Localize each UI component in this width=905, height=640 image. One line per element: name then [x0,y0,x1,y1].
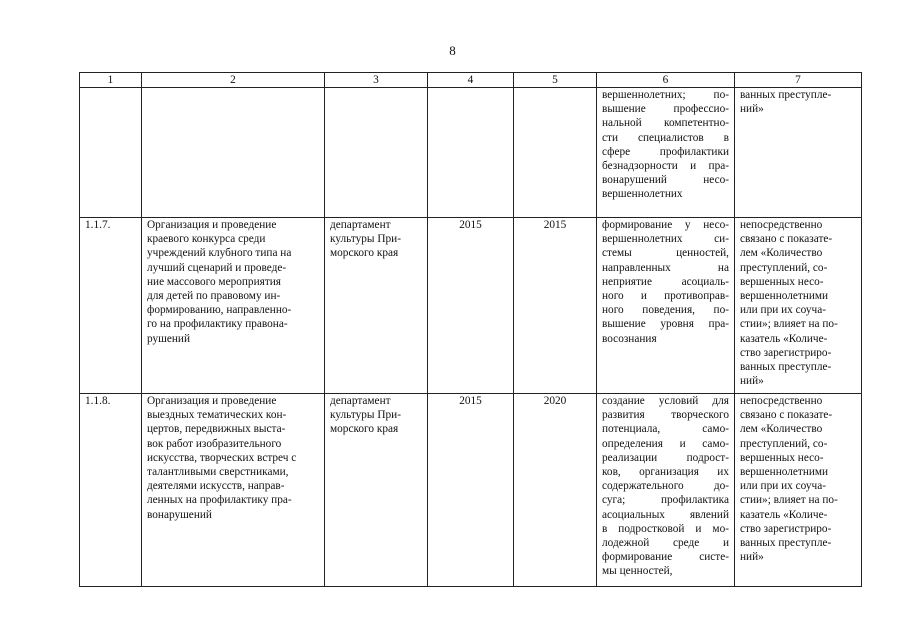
text-line: культуры При- [330,233,401,246]
text-line: ванных преступле- [740,361,832,374]
text-line: ного и противоправ- [602,290,729,303]
text-line: мы ценностей, [602,565,673,578]
text-line: неприятие асоциаль- [602,275,729,288]
text-line: вершеннолетними [740,466,829,479]
column-number: 1 [80,73,142,88]
empty-cell [80,88,142,218]
text-line: безнадзорности и пра- [602,160,729,173]
column-number: 7 [735,73,862,88]
text-line: вонарушений несо- [602,174,729,187]
table-row [80,394,862,587]
empty-cell [514,88,597,218]
measure-number: 1.1.7. [80,218,142,394]
text-line: вышение уровня пра- [602,318,729,331]
end-year: 2015 [514,218,597,394]
text-line: департамент [330,395,391,407]
text-line: для детей по правовому ин- [147,290,281,303]
text-line: асоциальных явлений [602,508,729,521]
expected-result-cell [597,88,735,218]
text-line: рушений [147,332,190,345]
text-line: го на профилактику правона- [147,318,288,331]
text-line: вершенных несо- [740,451,824,464]
text-line: ство зарегистриро- [740,346,832,359]
text-line: связано с показате- [740,233,833,246]
text-line: цертов, передвижных выста- [147,423,286,436]
text-line: краевого конкурса среди [147,233,266,246]
end-year: 2020 [514,394,597,587]
text-line: вок работ изобразительного [147,437,282,450]
column-number: 5 [514,73,597,88]
text-line: вонарушений [147,508,212,521]
text-line: учреждений клубного типа на [147,247,292,260]
text-line: морского края [330,247,399,260]
page-number: 8 [449,43,456,58]
text-line: вершеннолетних [602,188,683,201]
empty-cell [428,88,514,218]
text-line: ние массового мероприятия [147,275,281,288]
text-line: формирование у несо- [602,219,729,231]
text-line: вершеннолетними [740,290,829,303]
text-line: формированию, направленно- [147,304,292,317]
text-line: искусства, творческих встреч с [147,451,297,464]
text-line: ванных преступле- [740,537,832,550]
text-line: стии»; влияет на по- [740,494,838,507]
indicator-link [735,394,862,587]
text-line: развития творческого [602,409,729,422]
text-line: преступлений, со- [740,437,828,450]
start-year: 2015 [428,394,514,587]
indicator-link [735,218,862,394]
measure-title [142,394,325,587]
text-line: потенциала, само- [602,423,729,436]
text-line: талантливыми сверстниками, [147,466,289,479]
text-line: казатель «Количе- [740,332,828,345]
text-line: связано с показате- [740,409,833,422]
text-line: сфере профилактики [602,145,729,158]
text-line: содержательного до- [602,480,729,493]
measures-table [79,72,862,587]
text-line: преступлений, со- [740,261,828,274]
text-line: ний» [740,375,764,388]
expected-result [597,394,735,587]
column-number: 2 [142,73,325,88]
column-number: 3 [325,73,428,88]
measure-number: 1.1.8. [80,394,142,587]
text-line: лем «Количество [740,247,823,260]
column-number-row [80,73,862,88]
text-line: лучший сценарий и проведе- [147,261,287,274]
empty-cell [325,88,428,218]
continuation-row [80,88,862,218]
text-line: определения и само- [602,437,729,450]
text-line: вершеннолетних; по- [602,89,729,101]
text-line: ков, организация их [602,466,729,479]
text-line: ного поведения, по- [602,304,729,317]
executor [325,394,428,587]
text-line: Организация и проведение [147,219,277,231]
text-line: лем «Количество [740,423,823,436]
executor [325,218,428,394]
empty-cell [142,88,325,218]
text-line: непосредственно [740,395,823,407]
text-line: деятелями искусств, направ- [147,480,285,493]
text-line: ний» [740,103,764,116]
column-number: 4 [428,73,514,88]
start-year: 2015 [428,218,514,394]
text-line: стии»; влияет на по- [740,318,838,331]
text-line: реализации подрост- [602,451,729,464]
text-line: создание условий для [602,395,729,407]
text-line: восознания [602,332,657,345]
text-line: ванных преступле- [740,89,832,101]
text-line: казатель «Количе- [740,508,828,521]
measure-title [142,218,325,394]
text-line: непосредственно [740,219,823,231]
indicator-link-cell [735,88,862,218]
text-line: в подростковой и мо- [602,522,729,535]
table-row [80,218,862,394]
text-line: стемы ценностей, [602,247,729,260]
column-number: 6 [597,73,735,88]
text-line: вершенных несо- [740,275,824,288]
text-line: вышение профессио- [602,103,729,116]
text-line: сти специалистов в [602,131,729,144]
text-line: Организация и проведение [147,395,277,407]
text-line: лодежной среде и [602,537,729,550]
text-line: ний» [740,551,764,564]
text-line: выездных тематических кон- [147,409,287,422]
text-line: морского края [330,423,399,436]
text-line: ленных на профилактику пра- [147,494,292,507]
text-line: суга; профилактика [602,494,729,507]
text-line: или при их соуча- [740,304,826,317]
text-line: департамент [330,219,391,231]
text-line: ство зарегистриро- [740,522,832,535]
text-line: нальной компетентно- [602,117,729,130]
text-line: формирование систе- [602,551,729,564]
text-line: культуры При- [330,409,401,422]
expected-result [597,218,735,394]
text-line: или при их соуча- [740,480,826,493]
text-line: направленных на [602,261,729,274]
text-line: вершеннолетних си- [602,233,729,246]
